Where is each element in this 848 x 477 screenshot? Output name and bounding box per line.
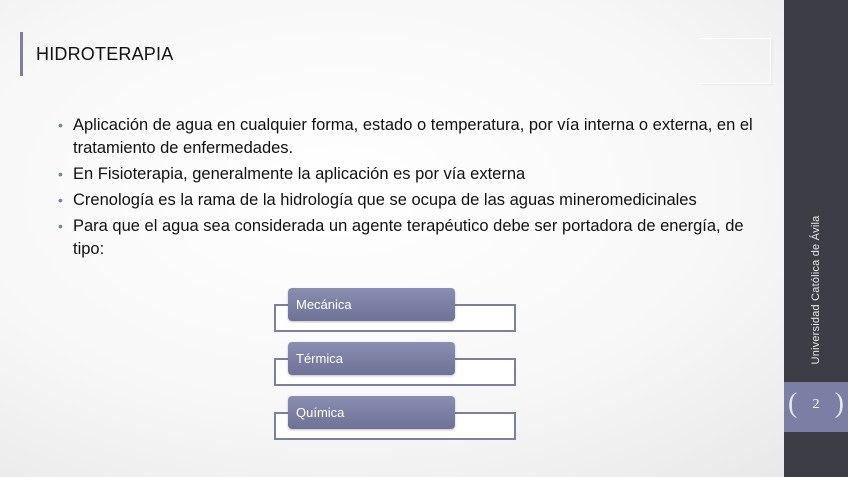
bullet-item [58,189,758,212]
page-number: 2 [812,397,820,412]
right-bracket-icon: ) [834,388,844,419]
energy-type-box: Mecánica [288,288,455,321]
page-number-badge [784,382,848,432]
diagram-row [272,396,522,444]
bullet-item [58,163,758,186]
bullet-dot-icon: • [58,218,63,234]
bullet-text: Para que el agua sea considerada un agente terapéutico debe ser portadora de energía, de tipo: [73,217,744,258]
bullet-dot-icon: • [58,166,63,182]
title-decoration [700,38,771,84]
bullet-item [58,114,758,160]
bullet-text: Crenología es la rama de la hidrología que se ocupa de las aguas mineromedicinales [73,191,697,209]
bullet-text: Aplicación de agua en cualquier forma, estado o temperatura, por vía interna o externa, en el tratamiento de enfermedades. [73,116,753,157]
left-bracket-icon: ( [788,388,798,419]
energy-type-box: Química [288,396,455,429]
bullet-item [58,215,758,261]
bullet-list [58,114,758,264]
energy-types-diagram [272,288,522,448]
bullet-dot-icon: • [58,192,63,208]
slide-title: HIDROTERAPIA [36,44,174,64]
diagram-row [272,288,522,336]
bullet-dot-icon: • [58,117,63,133]
sidebar [784,0,848,477]
bullet-text: En Fisioterapia, generalmente la aplicación es por vía externa [73,165,526,183]
institution-name: Universidad Católica de Ávila [810,215,822,365]
energy-type-box: Térmica [288,342,455,375]
title-accent-bar [20,32,23,76]
diagram-row [272,342,522,390]
